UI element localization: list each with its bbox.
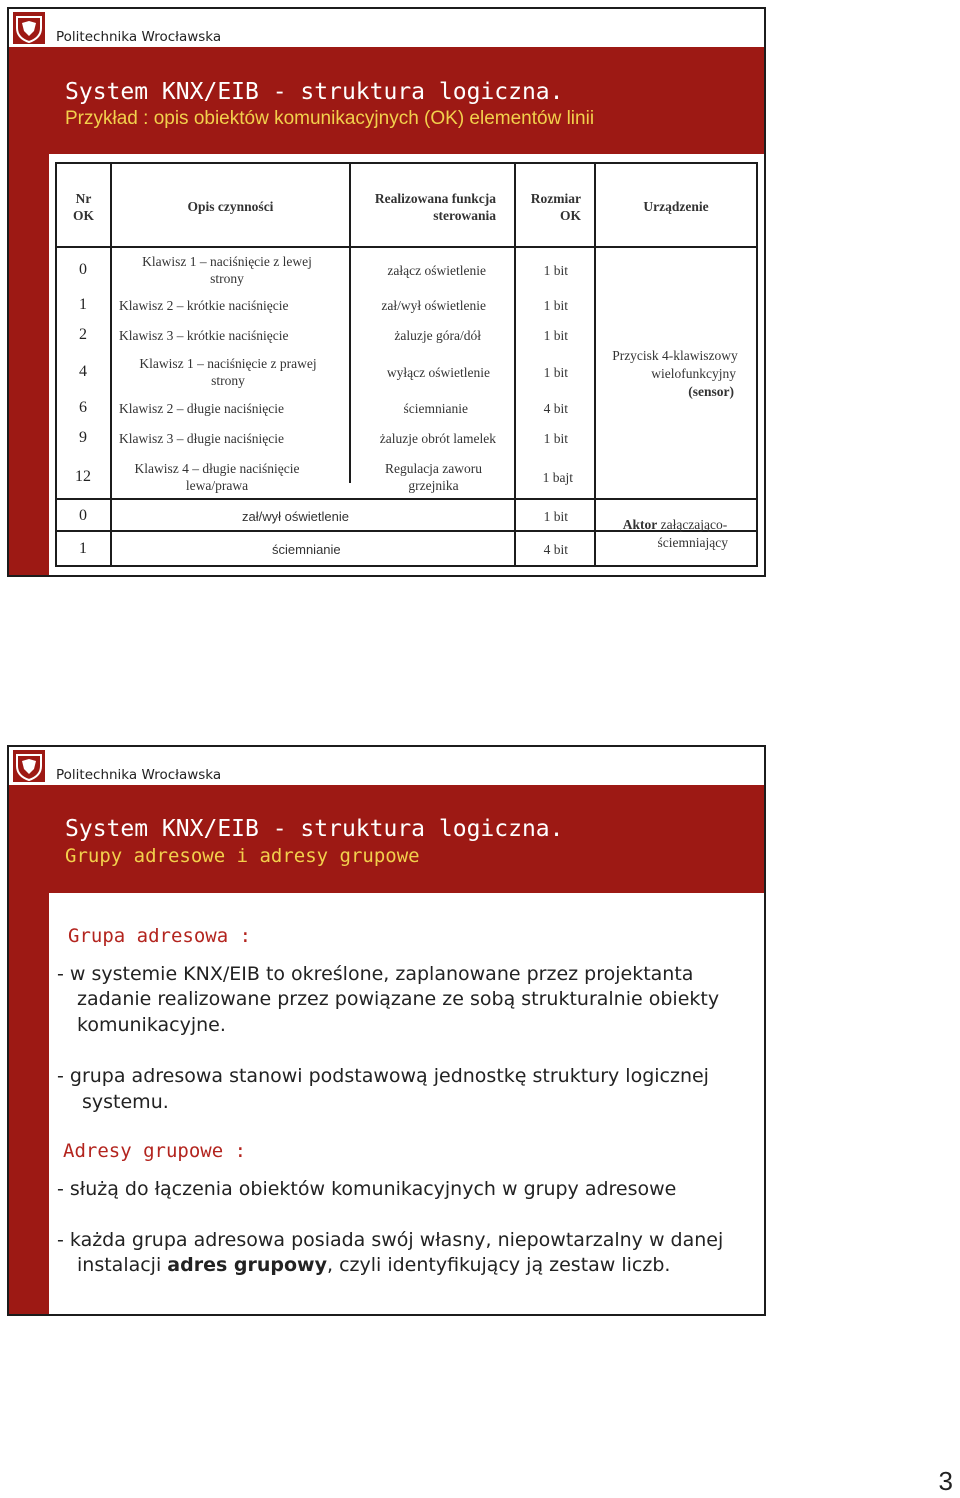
actor-row-nr: 1	[79, 540, 87, 557]
paragraph-3-line-1: - służą do łączenia obiektów komunikacyjnych w grupy adresowe	[57, 1178, 677, 1200]
row-rozmiar: 1 bit	[543, 431, 568, 446]
actor-row-nr: 0	[79, 507, 87, 524]
device-actor-cell	[596, 516, 754, 552]
paragraph-4-post: , czyli identyfikujący ją zestaw liczb.	[326, 1254, 671, 1276]
device-actor-rest: załączająco-	[657, 517, 728, 532]
row-opis: Klawisz 2 – długie naciśnięcie	[119, 401, 284, 416]
slide-1-title: System KNX/EIB - struktura logiczna.	[65, 79, 564, 105]
device-sensor-line2: wielofunkcyjny	[651, 366, 736, 381]
row-opis: Klawisz 3 – długie naciśnięcie	[119, 431, 284, 446]
table-divider	[57, 498, 756, 500]
actor-row-funkcja: ściemnianie	[272, 542, 341, 557]
actor-row-rozmiar: 4 bit	[543, 542, 568, 557]
slide-2-title: System KNX/EIB - struktura logiczna.	[65, 816, 564, 842]
row-funkcja: wyłącz oświetlenie	[386, 365, 490, 380]
row-rozmiar: 1 bit	[543, 298, 568, 313]
device-sensor-line1: Przycisk 4-klawiszowy	[612, 348, 738, 363]
slide-2-subtitle: Grupy adresowe i adresy grupowe	[65, 845, 420, 867]
row-funkcja: żaluzje góra/dół	[394, 328, 481, 343]
row-nr: 12	[75, 468, 91, 485]
header-rozmiar: Rozmiar OK	[530, 191, 581, 223]
slide-2-title-band	[49, 785, 764, 893]
page-number: 3	[938, 1466, 953, 1496]
device-sensor-cell	[596, 347, 754, 401]
slide-1-title-band	[49, 47, 764, 154]
row-nr: 1	[79, 296, 87, 313]
header-nr: Nr OK	[72, 191, 94, 223]
row-nr: 9	[79, 429, 87, 446]
paragraph-1-line-1: - w systemie KNX/EIB to określone, zaplanowane przez projektanta	[57, 963, 694, 985]
device-sensor-line3: (sensor)	[688, 384, 734, 399]
row-nr: 4	[79, 363, 87, 380]
paragraph-2-line-2: systemu.	[82, 1091, 169, 1113]
actor-row-funkcja: zał/wył oświetlenie	[242, 509, 349, 524]
row-nr: 2	[79, 326, 87, 343]
paragraph-1-line-2: zadanie realizowane przez powiązane ze sobą strukturalnie obiekty	[77, 988, 720, 1010]
row-rozmiar: 4 bit	[543, 401, 568, 416]
row-rozmiar: 1 bajt	[542, 470, 573, 485]
row-funkcja: załącz oświetlenie	[387, 263, 486, 278]
row-opis: Klawisz 1 – naciśnięcie z prawej strony	[139, 356, 317, 388]
row-opis: Klawisz 3 – krótkie naciśnięcie	[119, 328, 289, 343]
header-funkcja: Realizowana funkcja sterowania	[374, 191, 496, 223]
row-opis: Klawisz 1 – naciśnięcie z lewej strony	[142, 254, 312, 286]
header-urzadzenie: Urządzenie	[643, 199, 709, 214]
university-logo-icon	[13, 12, 45, 44]
device-actor-line2: ściemniający	[657, 535, 728, 550]
row-funkcja: żaluzje obrót lamelek	[379, 431, 496, 446]
paragraph-1-line-3: komunikacyjne.	[77, 1014, 226, 1036]
section-adresy-grupowe: Adresy grupowe :	[63, 1140, 247, 1162]
university-name: Politechnika Wrocławska	[56, 29, 222, 45]
row-funkcja: zał/wył oświetlenie	[381, 298, 486, 313]
row-rozmiar: 1 bit	[543, 263, 568, 278]
university-logo-icon	[13, 750, 45, 782]
row-funkcja: Regulacja zaworu grzejnika	[384, 461, 483, 493]
paragraph-4-line-1: - każda grupa adresowa posiada swój własny, niepowtarzalny w danej	[57, 1229, 724, 1251]
table-divider	[57, 246, 756, 248]
paragraph-2-line-1: - grupa adresowa stanowi podstawową jednostkę struktury logicznej	[57, 1065, 709, 1087]
slide-2-left-bar	[9, 747, 49, 1314]
row-nr: 0	[79, 261, 87, 278]
row-opis: Klawisz 2 – krótkie naciśnięcie	[119, 298, 289, 313]
paragraph-4-pre: instalacji	[77, 1254, 168, 1276]
slide-1-subtitle: Przykład : opis obiektów komunikacyjnych (OK) elementów linii	[65, 108, 595, 129]
paragraph-4-line-2	[77, 1253, 670, 1278]
section-grupa-adresowa: Grupa adresowa :	[68, 925, 252, 947]
row-rozmiar: 1 bit	[543, 328, 568, 343]
row-nr: 6	[79, 399, 87, 416]
paragraph-4-bold: adres grupowy	[167, 1254, 327, 1276]
slide-1-left-bar	[9, 9, 49, 575]
row-funkcja: ściemnianie	[403, 401, 468, 416]
row-rozmiar: 1 bit	[543, 365, 568, 380]
header-opis: Opis czynności	[187, 199, 274, 214]
row-opis: Klawisz 4 – długie naciśnięcie lewa/prawa	[134, 461, 300, 493]
communication-objects-table	[55, 162, 758, 567]
device-actor-bold: Aktor	[622, 517, 658, 532]
university-name: Politechnika Wrocławska	[56, 767, 222, 783]
actor-row-rozmiar: 1 bit	[543, 509, 568, 524]
